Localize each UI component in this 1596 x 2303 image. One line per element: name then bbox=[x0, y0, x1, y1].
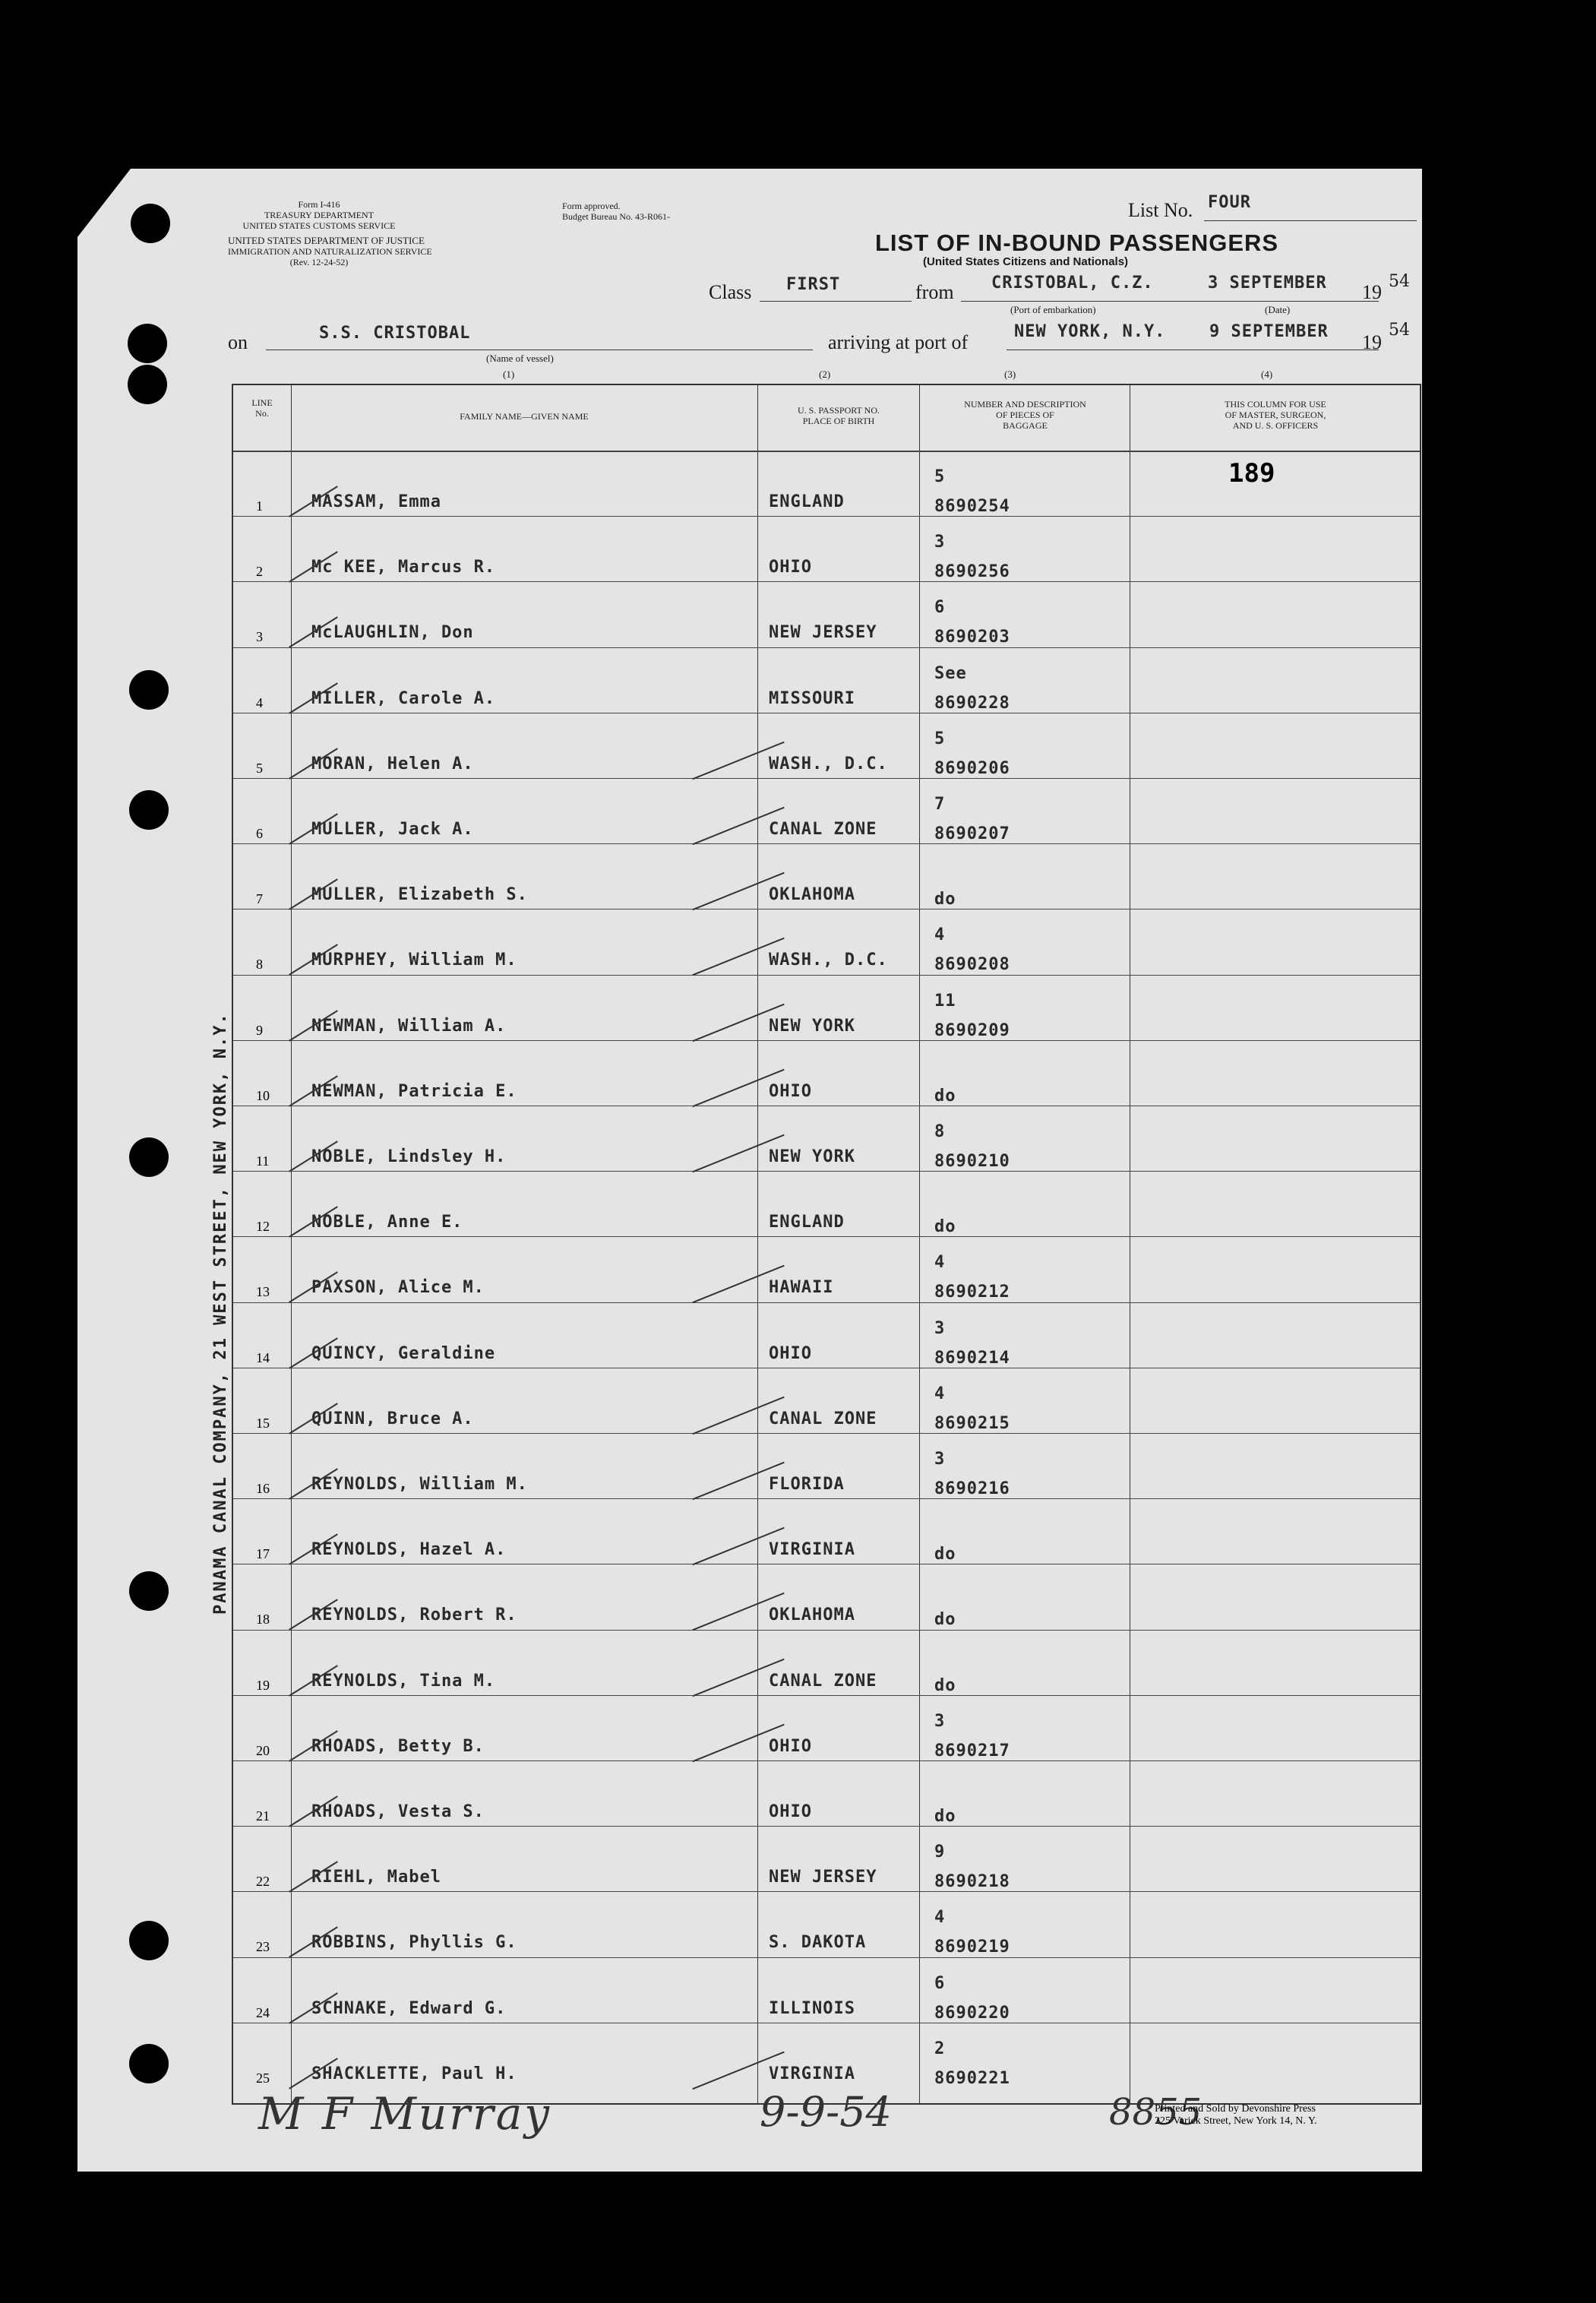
table-row bbox=[233, 713, 1420, 778]
table-row bbox=[233, 778, 1420, 843]
table-row bbox=[233, 1695, 1420, 1760]
passenger-name: MORAN, Helen A. bbox=[311, 754, 474, 773]
baggage-number: 8690209 bbox=[934, 1020, 1010, 1040]
place-of-birth: S. DAKOTA bbox=[769, 1933, 867, 1953]
signature-date: 9-9-54 bbox=[760, 2088, 892, 2136]
col-number-3: (3) bbox=[1004, 369, 1016, 380]
passenger-name: SHACKLETTE, Paul H. bbox=[311, 2064, 517, 2083]
line-number: 14 bbox=[256, 1349, 270, 1365]
baggage-number: 8690203 bbox=[934, 628, 1010, 647]
baggage-number: 8690221 bbox=[934, 2068, 1010, 2088]
baggage-number: 8690254 bbox=[934, 497, 1010, 516]
from-date: 3 SEPTEMBER bbox=[1208, 274, 1327, 293]
year-1: 54 bbox=[1389, 272, 1410, 291]
passenger-name: MASSAM, Emma bbox=[311, 492, 441, 511]
baggage-number: do bbox=[934, 1086, 956, 1106]
baggage-number: 8690216 bbox=[934, 1479, 1010, 1498]
table-row bbox=[233, 516, 1420, 581]
table-row bbox=[233, 1171, 1420, 1236]
list-no-value: FOUR bbox=[1208, 193, 1251, 212]
place-of-birth: OHIO bbox=[769, 1802, 812, 1821]
passenger-name: MILLER, Carole A. bbox=[311, 688, 496, 708]
baggage-pieces: 6 bbox=[934, 598, 946, 618]
form-approval: Form approved. Budget Bureau No. 43-R061- bbox=[562, 201, 670, 222]
col-number-4: (4) bbox=[1261, 369, 1273, 380]
place-of-birth: NEW JERSEY bbox=[769, 623, 877, 643]
table-row bbox=[233, 1891, 1420, 1957]
table-row bbox=[233, 1302, 1420, 1368]
baggage-pieces: See bbox=[934, 663, 967, 683]
baggage-number: 8690218 bbox=[934, 1872, 1010, 1892]
place-of-birth: VIRGINIA bbox=[769, 2064, 855, 2083]
passenger-name: QUINCY, Geraldine bbox=[311, 1343, 496, 1363]
table-row bbox=[233, 1826, 1420, 1891]
baggage-pieces: 6 bbox=[934, 1973, 946, 1993]
line-number: 20 bbox=[256, 1742, 270, 1758]
officer-note: 189 bbox=[1228, 458, 1275, 489]
table-row bbox=[233, 909, 1420, 974]
table-row bbox=[233, 581, 1420, 647]
place-of-birth: OHIO bbox=[769, 1081, 812, 1101]
class-underline bbox=[760, 301, 912, 302]
line-number: 15 bbox=[256, 1415, 270, 1431]
line-number: 23 bbox=[256, 1939, 270, 1955]
passenger-name: PAXSON, Alice M. bbox=[311, 1278, 485, 1298]
place-of-birth: CANAL ZONE bbox=[769, 1671, 877, 1691]
line-number: 17 bbox=[256, 1546, 270, 1562]
place-of-birth: OHIO bbox=[769, 1736, 812, 1756]
table-row bbox=[233, 1106, 1420, 1171]
col-header-passport: U. S. PASSPORT NO. PLACE OF BIRTH bbox=[798, 405, 880, 426]
baggage-pieces: 9 bbox=[934, 1843, 946, 1862]
baggage-pieces: 7 bbox=[934, 795, 946, 814]
table-row bbox=[233, 1433, 1420, 1498]
line-number: 24 bbox=[256, 2004, 270, 2020]
class-label: Class bbox=[709, 281, 752, 303]
vessel-caption: (Name of vessel) bbox=[486, 353, 554, 364]
page-title: LIST OF IN-BOUND PASSENGERS bbox=[875, 229, 1279, 256]
baggage-number: do bbox=[934, 1217, 956, 1237]
col-number-1: (1) bbox=[503, 369, 515, 380]
passenger-table bbox=[232, 384, 1421, 2105]
table-row bbox=[233, 1957, 1420, 2023]
place-of-birth: MISSOURI bbox=[769, 688, 855, 708]
from-label: from bbox=[915, 281, 954, 303]
table-row bbox=[233, 1630, 1420, 1695]
officer-signature: M F Murray bbox=[258, 2088, 552, 2140]
line-number: 10 bbox=[256, 1087, 270, 1103]
table-row bbox=[233, 451, 1420, 516]
line-number: 18 bbox=[256, 1612, 270, 1628]
baggage-number: 8690256 bbox=[934, 562, 1010, 582]
baggage-pieces: 4 bbox=[934, 1908, 946, 1928]
passenger-name: RIEHL, Mabel bbox=[311, 1868, 441, 1887]
passenger-name: SCHNAKE, Edward G. bbox=[311, 1998, 507, 2018]
line-number: 7 bbox=[256, 891, 263, 907]
passenger-name: REYNOLDS, Robert R. bbox=[311, 1605, 517, 1625]
line-number: 6 bbox=[256, 826, 263, 841]
baggage-number: do bbox=[934, 1545, 956, 1564]
line-number: 12 bbox=[256, 1219, 270, 1235]
col-number-2: (2) bbox=[819, 369, 831, 380]
line-number: 19 bbox=[256, 1677, 270, 1693]
arrival-port: NEW YORK, N.Y. bbox=[1014, 322, 1166, 341]
place-of-birth: CANAL ZONE bbox=[769, 820, 877, 839]
baggage-number: do bbox=[934, 1675, 956, 1695]
line-number: 9 bbox=[256, 1022, 263, 1038]
page-subtitle: (United States Citizens and Nationals) bbox=[923, 255, 1129, 268]
table-row bbox=[233, 2023, 1420, 2088]
baggage-number: do bbox=[934, 1807, 956, 1826]
punch-hole bbox=[131, 204, 170, 243]
passenger-name: MULLER, Jack A. bbox=[311, 820, 474, 839]
place-of-birth: ENGLAND bbox=[769, 492, 845, 511]
baggage-number: do bbox=[934, 1610, 956, 1630]
baggage-number: 8690228 bbox=[934, 693, 1010, 713]
signature-code: 8855 bbox=[1109, 2091, 1203, 2134]
place-of-birth: NEW YORK bbox=[769, 1016, 855, 1036]
form-number-block: Form I-416 TREASURY DEPARTMENT UNITED STATES CUSTOMS SERVICE UNITED STATES DEPARTMENT OF JUSTICE IMMIGRATION AND NATURALIZATION SERVICE (Rev. 12-24-52) bbox=[228, 199, 432, 267]
place-of-birth: OHIO bbox=[769, 1343, 812, 1363]
year-prefix-1: 19 bbox=[1362, 281, 1382, 303]
baggage-number: 8690215 bbox=[934, 1413, 1010, 1433]
passenger-name: Mc KEE, Marcus R. bbox=[311, 558, 496, 577]
baggage-pieces: 11 bbox=[934, 991, 956, 1011]
port-caption: (Port of embarkation) bbox=[1010, 304, 1096, 315]
list-no-underline bbox=[1204, 220, 1417, 221]
baggage-pieces: 4 bbox=[934, 1253, 946, 1273]
passenger-name: REYNOLDS, William M. bbox=[311, 1475, 528, 1494]
table-row bbox=[233, 1760, 1420, 1826]
table-row bbox=[233, 647, 1420, 713]
baggage-number: 8690220 bbox=[934, 2003, 1010, 2023]
place-of-birth: ENGLAND bbox=[769, 1213, 845, 1232]
baggage-number: 8690214 bbox=[934, 1348, 1010, 1368]
baggage-pieces: 2 bbox=[934, 2039, 946, 2058]
table-row bbox=[233, 1368, 1420, 1433]
baggage-pieces: 5 bbox=[934, 467, 946, 486]
place-of-birth: VIRGINIA bbox=[769, 1540, 855, 1560]
line-number: 4 bbox=[256, 694, 263, 710]
line-number: 16 bbox=[256, 1481, 270, 1496]
table-row bbox=[233, 1040, 1420, 1106]
col-header-officers: THIS COLUMN FOR USE OF MASTER, SURGEON, AND U. S. OFFICERS bbox=[1225, 399, 1326, 431]
baggage-pieces: 3 bbox=[934, 1450, 946, 1469]
passenger-name: McLAUGHLIN, Don bbox=[311, 623, 474, 643]
col-header-line: LINE No. bbox=[251, 397, 273, 419]
table-row bbox=[233, 1564, 1420, 1629]
baggage-number: 8690208 bbox=[934, 955, 1010, 975]
arrival-date: 9 SEPTEMBER bbox=[1209, 322, 1329, 341]
line-number: 21 bbox=[256, 1808, 270, 1824]
from-port: CRISTOBAL, C.Z. bbox=[991, 274, 1154, 293]
punch-hole bbox=[128, 324, 167, 363]
class-value: FIRST bbox=[786, 275, 841, 294]
line-number: 11 bbox=[256, 1153, 270, 1169]
year-prefix-2: 19 bbox=[1362, 331, 1382, 353]
place-of-birth: FLORIDA bbox=[769, 1475, 845, 1494]
place-of-birth: WASH., D.C. bbox=[769, 754, 888, 773]
baggage-number: 8690207 bbox=[934, 824, 1010, 843]
baggage-pieces: 8 bbox=[934, 1122, 946, 1141]
baggage-number: 8690212 bbox=[934, 1283, 1010, 1302]
place-of-birth: CANAL ZONE bbox=[769, 1409, 877, 1428]
line-number: 8 bbox=[256, 957, 263, 973]
passenger-name: QUINN, Bruce A. bbox=[311, 1409, 474, 1428]
vessel-name: S.S. CRISTOBAL bbox=[319, 324, 471, 343]
punch-hole bbox=[129, 790, 169, 830]
baggage-number: do bbox=[934, 890, 956, 909]
baggage-pieces: 4 bbox=[934, 1384, 946, 1403]
passenger-name: REYNOLDS, Hazel A. bbox=[311, 1540, 507, 1560]
line-number: 2 bbox=[256, 564, 263, 580]
baggage-number: 8690206 bbox=[934, 758, 1010, 778]
arriving-label: arriving at port of bbox=[828, 331, 969, 353]
punch-hole bbox=[128, 365, 167, 404]
year-2: 54 bbox=[1389, 321, 1410, 340]
place-of-birth: ILLINOIS bbox=[769, 1998, 855, 2018]
passenger-name: REYNOLDS, Tina M. bbox=[311, 1671, 496, 1691]
place-of-birth: HAWAII bbox=[769, 1278, 834, 1298]
passenger-name: NEWMAN, William A. bbox=[311, 1016, 507, 1036]
printer-imprint: Printed and Sold by Devonshire Press 225 Varick Street, New York 14, N. Y. bbox=[1155, 2103, 1317, 2127]
baggage-pieces: 3 bbox=[934, 533, 946, 552]
date-caption: (Date) bbox=[1265, 304, 1291, 315]
punch-hole bbox=[129, 2044, 169, 2083]
table-row bbox=[233, 1236, 1420, 1302]
baggage-pieces: 4 bbox=[934, 925, 946, 945]
baggage-number: 8690210 bbox=[934, 1152, 1010, 1171]
baggage-pieces: 3 bbox=[934, 1318, 946, 1338]
baggage-pieces: 3 bbox=[934, 1711, 946, 1731]
col-header-baggage: NUMBER AND DESCRIPTION OF PIECES OF BAGGAGE bbox=[964, 399, 1086, 431]
table-row bbox=[233, 1498, 1420, 1564]
passenger-name: NEWMAN, Patricia E. bbox=[311, 1081, 517, 1101]
passenger-name: MULLER, Elizabeth S. bbox=[311, 885, 528, 905]
place-of-birth: OHIO bbox=[769, 558, 812, 577]
punch-hole bbox=[129, 1137, 169, 1177]
passenger-name: RHOADS, Vesta S. bbox=[311, 1802, 485, 1821]
place-of-birth: WASH., D.C. bbox=[769, 951, 888, 970]
place-of-birth: OKLAHOMA bbox=[769, 885, 855, 905]
from-underline bbox=[961, 301, 1379, 302]
place-of-birth: NEW JERSEY bbox=[769, 1868, 877, 1887]
col-header-name: FAMILY NAME—GIVEN NAME bbox=[460, 411, 589, 422]
passenger-name: ROBBINS, Phyllis G. bbox=[311, 1933, 517, 1953]
place-of-birth: NEW YORK bbox=[769, 1147, 855, 1166]
passenger-name: RHOADS, Betty B. bbox=[311, 1736, 485, 1756]
list-no-label: List No. bbox=[1128, 199, 1193, 221]
place-of-birth: OKLAHOMA bbox=[769, 1605, 855, 1625]
baggage-pieces: 5 bbox=[934, 729, 946, 748]
line-number: 22 bbox=[256, 1874, 270, 1890]
side-stamp: PANAMA CANAL COMPANY, 21 WEST STREET, NEW YORK, N.Y. bbox=[211, 1012, 230, 1615]
baggage-number: 8690219 bbox=[934, 1938, 1010, 1957]
passenger-name: MURPHEY, William M. bbox=[311, 951, 517, 970]
punch-hole bbox=[129, 670, 169, 710]
on-label: on bbox=[228, 331, 248, 353]
line-number: 1 bbox=[256, 498, 263, 514]
line-number: 13 bbox=[256, 1284, 270, 1300]
table-row bbox=[233, 843, 1420, 909]
line-number: 5 bbox=[256, 760, 263, 776]
punch-hole bbox=[129, 1571, 169, 1611]
punch-hole bbox=[129, 1921, 169, 1960]
passenger-name: NOBLE, Anne E. bbox=[311, 1213, 463, 1232]
line-number: 25 bbox=[256, 2070, 270, 2086]
passenger-name: NOBLE, Lindsley H. bbox=[311, 1147, 507, 1166]
baggage-number: 8690217 bbox=[934, 1741, 1010, 1760]
table-row bbox=[233, 975, 1420, 1040]
line-number: 3 bbox=[256, 629, 263, 645]
